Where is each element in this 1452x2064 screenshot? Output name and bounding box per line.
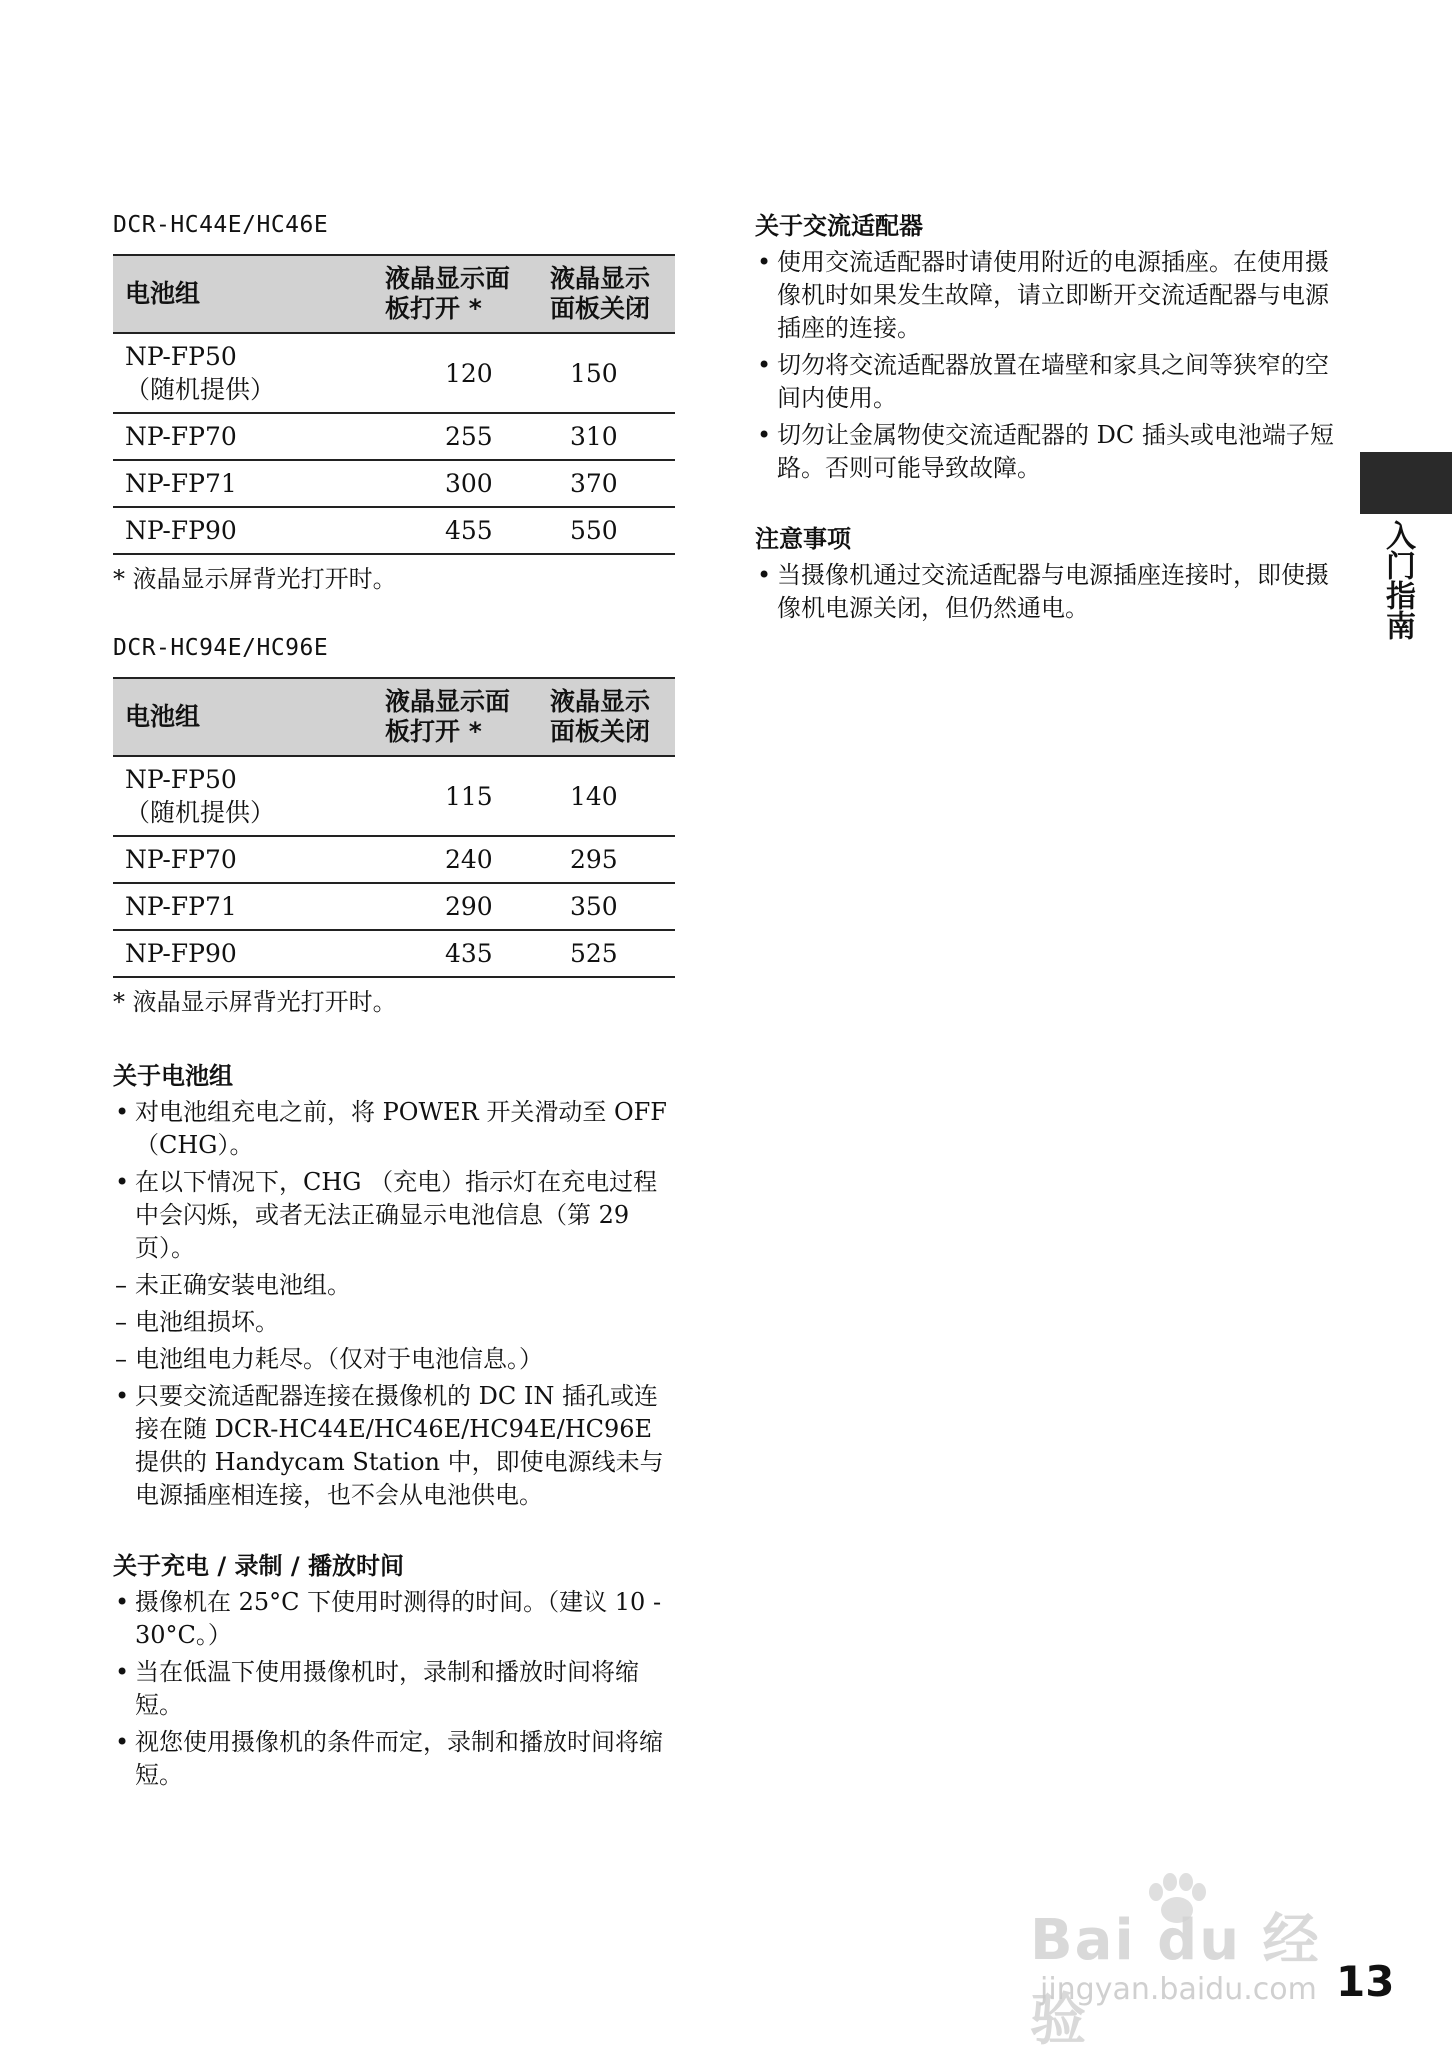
table1-header-panel-closed: 液晶显示 面板关闭 [542, 255, 675, 333]
table1-body [113, 333, 675, 554]
time-panel-open: 300 [375, 460, 542, 507]
time-panel-closed: 525 [542, 930, 675, 977]
battery-name-cell [113, 883, 375, 930]
battery-name-cell [113, 507, 375, 554]
battery-name-cell [113, 460, 375, 507]
table2-body [113, 756, 675, 977]
bullet-marker: • [757, 248, 772, 276]
bullet-marker: • [757, 421, 772, 449]
time-panel-closed: 550 [542, 507, 675, 554]
table1-header-panel-open: 液晶显示面 板打开 * [375, 255, 542, 333]
right-column [755, 210, 1335, 629]
time-panel-closed: 140 [542, 756, 675, 836]
time-section-list [113, 1586, 678, 1792]
battery-name-cell [113, 756, 375, 836]
table2-header-row [113, 678, 675, 756]
list-item [755, 246, 1335, 345]
dash-marker: – [115, 1271, 127, 1299]
battery-name-cell [113, 333, 375, 413]
adapter-section-title: 关于交流适配器 [755, 212, 923, 240]
battery-name-cell [113, 413, 375, 460]
watermark-url-text: jingyan.baidu.com [1040, 1972, 1317, 2007]
bullet-marker: • [115, 1588, 130, 1616]
list-item [113, 1096, 678, 1162]
battery-name-cell [113, 836, 375, 883]
time-panel-open: 455 [375, 507, 542, 554]
time-section-title: 关于充电 / 录制 / 播放时间 [113, 1552, 404, 1580]
table2-header-battery: 电池组 [113, 678, 375, 756]
watermark-main-text: Bai du 经验 [1030, 1908, 1321, 2053]
table2-row [113, 756, 675, 836]
side-tab-marker [1360, 452, 1452, 514]
bullet-marker: • [115, 1382, 130, 1410]
table1-row [113, 413, 675, 460]
page-number: 13 [1336, 1957, 1395, 2006]
battery-model: NP-FP50 [125, 342, 237, 371]
battery-model: NP-FP71 [125, 469, 237, 498]
table1-footnote: * 液晶显示屏背光打开时。 [113, 565, 397, 593]
list-item [755, 559, 1335, 625]
sub-list-item [113, 1306, 678, 1339]
list-item [113, 1380, 678, 1512]
time-panel-open: 255 [375, 413, 542, 460]
table1-model-title: DCR-HC44E/HC46E [113, 212, 329, 238]
list-item-text: 视您使用摄像机的条件而定，录制和播放时间将缩短。 [135, 1728, 663, 1789]
list-item [755, 419, 1335, 485]
notice-section-list [755, 559, 1335, 625]
list-item-text: 只要交流适配器连接在摄像机的 DC IN 插孔或连接在随 DCR-HC44E/HC46E/HC94E/HC96E 提供的 Handycam Station 中，即使电源线未与电源插座相连接，也不会从电池供电。 [135, 1382, 664, 1509]
time-panel-closed: 370 [542, 460, 675, 507]
notice-section-title: 注意事项 [755, 525, 851, 553]
list-item-text: 切勿将交流适配器放置在墙壁和家具之间等狭窄的空间内使用。 [777, 351, 1329, 412]
time-panel-closed: 310 [542, 413, 675, 460]
side-section-label: 入门指南 [1380, 520, 1415, 640]
table1-row [113, 507, 675, 554]
dash-marker: – [115, 1308, 127, 1336]
battery-model: NP-FP71 [125, 892, 237, 921]
bullet-marker: • [757, 351, 772, 379]
time-panel-closed: 150 [542, 333, 675, 413]
table2-row [113, 883, 675, 930]
battery-model: NP-FP70 [125, 845, 237, 874]
time-panel-open: 435 [375, 930, 542, 977]
table2-header-panel-open: 液晶显示面 板打开 * [375, 678, 542, 756]
table1-header-battery: 电池组 [113, 255, 375, 333]
bullet-marker: • [757, 561, 772, 589]
table2-header-panel-closed: 液晶显示 面板关闭 [542, 678, 675, 756]
battery-model: NP-FP50 [125, 765, 237, 794]
time-panel-closed: 295 [542, 836, 675, 883]
left-column [113, 210, 678, 1796]
list-item [755, 349, 1335, 415]
battery-model: NP-FP70 [125, 422, 237, 451]
list-item [113, 1656, 678, 1722]
battery-model: NP-FP90 [125, 516, 237, 545]
table1-row [113, 333, 675, 413]
bullet-marker: • [115, 1168, 130, 1196]
table1-row [113, 460, 675, 507]
time-panel-open: 240 [375, 836, 542, 883]
time-panel-open: 120 [375, 333, 542, 413]
battery-model: NP-FP90 [125, 939, 237, 968]
battery-name-cell [113, 930, 375, 977]
battery-note: （随机提供） [125, 798, 276, 827]
dash-marker: – [115, 1345, 127, 1373]
list-item-text: 使用交流适配器时请使用附近的电源插座。在使用摄像机时如果发生故障，请立即断开交流适配器与电源插座的连接。 [777, 248, 1329, 342]
list-item-text: 在以下情况下，CHG （充电）指示灯在充电过程中会闪烁，或者无法正确显示电池信息（第 29 页）。 [135, 1168, 658, 1262]
baidu-watermark [1030, 1870, 1360, 2053]
table2-footnote: * 液晶显示屏背光打开时。 [113, 988, 397, 1016]
bullet-marker: • [115, 1728, 130, 1756]
list-item-text: 对电池组充电之前，将 POWER 开关滑动至 OFF （CHG）。 [135, 1098, 667, 1159]
table2-model-title: DCR-HC94E/HC96E [113, 635, 329, 661]
list-item-text: 电池组损坏。 [135, 1308, 279, 1336]
list-item [113, 1726, 678, 1792]
bullet-marker: • [115, 1098, 130, 1126]
table2-row [113, 930, 675, 977]
time-panel-open: 115 [375, 756, 542, 836]
table2-row [113, 836, 675, 883]
list-item-text: 未正确安装电池组。 [135, 1271, 351, 1299]
battery-table-2 [113, 677, 675, 978]
sub-list-item [113, 1343, 678, 1376]
battery-section-list [113, 1096, 678, 1512]
list-item-text: 切勿让金属物使交流适配器的 DC 插头或电池端子短路。否则可能导致故障。 [777, 421, 1334, 482]
sub-list-item [113, 1269, 678, 1302]
time-panel-open: 290 [375, 883, 542, 930]
list-item-text: 摄像机在 25°C 下使用时测得的时间。（建议 10 - 30°C。） [135, 1588, 662, 1649]
battery-section-title: 关于电池组 [113, 1062, 233, 1090]
list-item [113, 1166, 678, 1265]
list-item-text: 当摄像机通过交流适配器与电源插座连接时，即使摄像机电源关闭，但仍然通电。 [777, 561, 1329, 622]
list-item-text: 电池组电力耗尽。（仅对于电池信息。） [135, 1345, 543, 1373]
list-item [113, 1586, 678, 1652]
time-panel-closed: 350 [542, 883, 675, 930]
adapter-section-list [755, 246, 1335, 485]
battery-table-1 [113, 254, 675, 555]
bullet-marker: • [115, 1658, 130, 1686]
list-item-text: 当在低温下使用摄像机时，录制和播放时间将缩短。 [135, 1658, 639, 1719]
table1-header-row [113, 255, 675, 333]
battery-note: （随机提供） [125, 375, 276, 404]
